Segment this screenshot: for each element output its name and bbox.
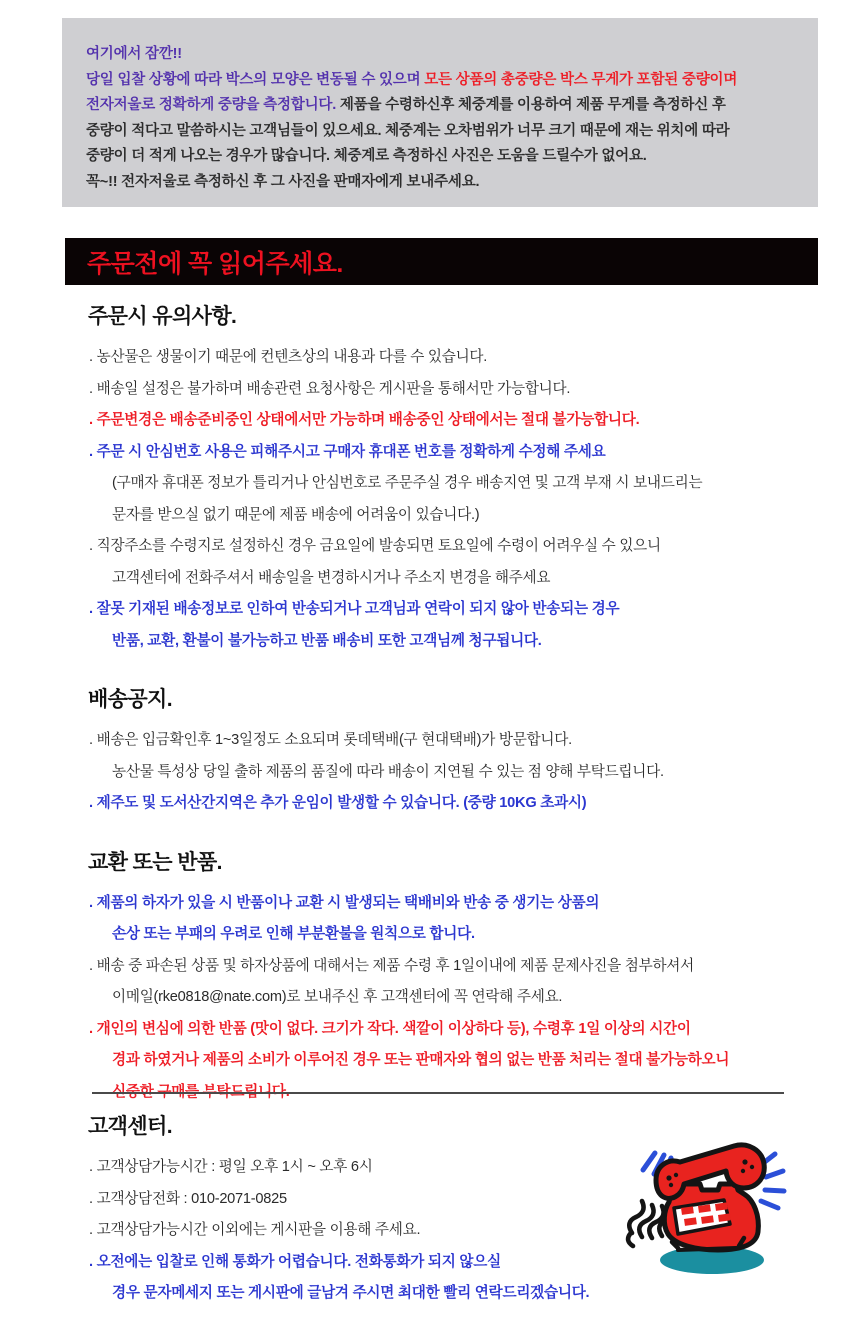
notice-line: 이메일(rke0818@nate.com)로 보내주신 후 고객센터에 꼭 연락해 주세요. xyxy=(112,989,563,1005)
notice-section xyxy=(0,846,860,1109)
notice-line: . 개인의 변심에 의한 반품 (맛이 없다. 크기가 작다. 색깔이 이상하다 등), 수령후 1일 이상의 시간이 xyxy=(89,1020,691,1037)
customer-center-title: 고객센터. xyxy=(88,1115,172,1138)
notice-section xyxy=(0,683,860,820)
notice-line: . 배송일 설정은 불가하며 배송관련 요청사항은 게시판을 통해서만 가능합니다. xyxy=(89,380,571,397)
notice-line: . 제품의 하자가 있을 시 반품이나 교환 시 발생되는 택배비와 반송 중 생기는 상품의 xyxy=(89,894,600,911)
top-notice-box xyxy=(62,18,818,207)
notice-text-run: 전자저울로 정확하게 중량을 측정합니다. xyxy=(86,97,340,113)
notice-line: . 배송 중 파손된 상품 및 하자상품에 대해서는 제품 수령 후 1일이내에 제품 문제사진을 첨부하셔서 xyxy=(89,957,694,974)
notice-line xyxy=(86,119,818,145)
notice-line: . 주문변경은 배송준비중인 상태에서만 가능하며 배송중인 상태에서는 절대 불가능합니다. xyxy=(89,412,640,428)
notice-line: 문자를 받으실 없기 때문에 제품 배송에 어려움이 있습니다.) xyxy=(112,506,480,523)
notice-text-run: 여기에서 잠깐!! xyxy=(86,46,182,62)
section-title: 교환 또는 반품. xyxy=(88,850,222,874)
notice-line: . 주문 시 안심번호 사용은 피해주시고 구매자 휴대폰 번호를 정확하게 수정해 주세요 xyxy=(89,443,606,460)
notice-line: 경우 문자메세지 또는 게시판에 글남겨 주시면 최대한 빨리 연락드리겠습니다. xyxy=(112,1285,590,1301)
notice-line: . 제주도 및 도서산간지역은 추가 운임이 발생할 수 있습니다. (중량 10KG 초과시) xyxy=(89,795,587,811)
notice-line xyxy=(86,170,818,196)
notice-text-run: 모든 상품의 총중량은 박스 무게가 포함된 중량이며 xyxy=(424,71,738,88)
notice-line: . 직장주소를 수령지로 설정하신 경우 금요일에 발송되면 토요일에 수령이 어려우실 수 있으니 xyxy=(89,538,661,554)
notice-line xyxy=(86,42,818,68)
notice-line xyxy=(86,68,818,94)
notice-line: . 농산물은 생물이기 때문에 컨텐츠상의 내용과 다를 수 있습니다. xyxy=(89,349,488,365)
notice-line: . 고객상담전화 : 010-2071-0825 xyxy=(89,1190,287,1207)
notice-line: 손상 또는 부패의 우려로 인해 부분환불을 원칙으로 합니다. xyxy=(112,926,475,942)
notice-text-run: 당일 입찰 상황에 따라 박스의 모양은 변동될 수 있으며 xyxy=(86,71,425,88)
notice-line: 농산물 특성상 당일 출하 제품의 품질에 따라 배송이 지연될 수 있는 점 양해 부탁드립니다. xyxy=(112,763,664,780)
notice-line xyxy=(86,93,818,119)
notice-line: . 오전에는 입찰로 인해 통화가 어렵습니다. 전화통화가 되지 않으실 xyxy=(89,1253,501,1270)
notice-section xyxy=(0,300,860,657)
telephone-icon xyxy=(612,1138,822,1298)
section-title: 배송공지. xyxy=(88,688,172,711)
notice-line: . 잘못 기재된 배송정보로 인하여 반송되거나 고객님과 연락이 되지 않아 반송되는 경우 xyxy=(89,601,620,617)
notice-text-run: 꼭~!! 전자저울로 측정하신 후 그 사진을 판매자에게 보내주세요. xyxy=(86,173,480,190)
top-notice-text xyxy=(86,42,818,195)
notice-text-run: 제품을 수령하신후 체중계를 이용하여 제품 무게를 측정하신 후 xyxy=(339,97,726,113)
section-divider xyxy=(92,1092,784,1094)
notice-line: 경과 하였거나 제품의 소비가 이루어진 경우 또는 판매자와 협의 없는 반품 처리는 절대 불가능하오니 xyxy=(112,1052,730,1068)
notice-line: . 배송은 입금확인후 1~3일정도 소요되며 롯데택배(구 현대택배)가 방문합니다. xyxy=(89,732,572,748)
banner-title: 주문전에 꼭 읽어주세요. xyxy=(87,249,343,278)
section-body xyxy=(0,342,860,657)
notice-line: . 고객상담가능시간 이외에는 게시판을 이용해 주세요. xyxy=(89,1222,421,1238)
section-title: 주문시 유의사항. xyxy=(88,305,237,328)
notice-line: . 고객상담가능시간 : 평일 오후 1시 ~ 오후 6시 xyxy=(89,1159,373,1175)
notice-line: 반품, 교환, 환불이 불가능하고 반품 배송비 또한 고객님께 청구됩니다. xyxy=(112,632,542,649)
notice-text-run: 중량이 적다고 말씀하시는 고객님들이 있으세요. 체중계는 오차범위가 너무 크기 때문에 재는 위치에 따라 xyxy=(86,122,730,139)
section-body xyxy=(0,725,860,820)
notice-line: (구매자 휴대폰 정보가 틀리거나 안심번호로 주문주실 경우 배송지연 및 고객 부재 시 보내드리는 xyxy=(112,475,703,491)
notice-sections xyxy=(0,300,860,1108)
read-before-order-banner xyxy=(65,238,818,285)
notice-line xyxy=(86,144,818,170)
section-body xyxy=(0,888,860,1109)
notice-text-run: 중량이 더 적게 나오는 경우가 많습니다. 체중계로 측정하신 사진은 도움을 드릴수가 없어요. xyxy=(86,148,647,164)
notice-line: 고객센터에 전화주셔서 배송일을 변경하시거나 주소지 변경을 해주세요 xyxy=(112,569,551,586)
